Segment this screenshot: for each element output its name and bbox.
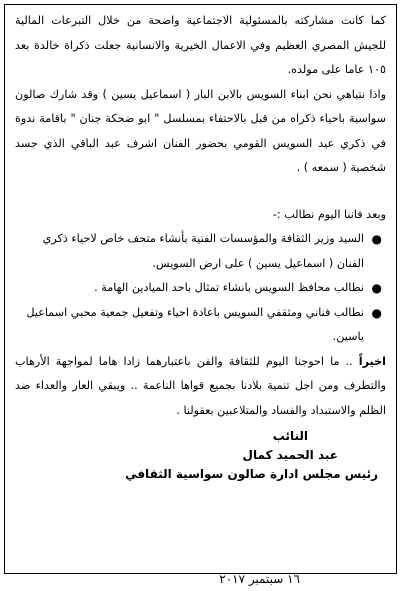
- finally-label: اخيراً: [359, 355, 386, 368]
- signature-position: رئيس مجلس ادارة صالون سواسية الثقافي: [15, 465, 386, 484]
- bullet-icon: ●: [372, 227, 382, 252]
- demands-list: [15, 227, 386, 350]
- demand-text: نطالب محافظ السويس بانشاء تمثال باحد الميادين الهامة .: [94, 281, 364, 294]
- signature-title: النائب: [15, 427, 386, 446]
- signature-name: عبد الحميد كمال: [15, 446, 386, 465]
- paragraph-finally: [15, 350, 386, 424]
- demand-item: [15, 227, 364, 276]
- document-date: ١٦ سبتمبر ٢٠١٧: [219, 567, 300, 591]
- document-page: [4, 4, 397, 574]
- signature-block: [15, 427, 386, 484]
- paragraph-contributions: كما كانت مشاركته بالمسئولية الاجتماعية واضحة من خلال التبرعات المالية للجيش المصري العظيم وفي الاعمال الخيرية والانسانية جعلت ذكراة خالدة بعد ١٠٥ عاما على مولده.: [15, 9, 386, 83]
- demand-item: [15, 276, 364, 301]
- bullet-icon: ●: [372, 301, 382, 326]
- spacer: [15, 181, 386, 203]
- demand-text: نطالب فناني ومثقفي السويس باعادة احياء وتفعيل جمعية محبي اسماعيل ياسين.: [26, 306, 364, 344]
- paragraph-pride: واذا نتباهي نحن ابناء السويس بالابن البار ( اسماعيل يسين ) وقد شارك صالون سواسية باحياء ذكراه من قبل بالاحتفاء بمسلسل " ابو ضحكة جنان " باقامة ندوة في ذكري عيد السويس القومي بحضور الفنان اشرف عبد الباقي الذي جسد شخصية ( سمعه ) .: [15, 83, 386, 181]
- demand-item: [15, 301, 364, 350]
- bullet-icon: ●: [372, 276, 382, 301]
- demand-text: السيد وزير الثقافة والمؤسسات الفنية بأنشاء متحف خاص لاحياء ذكري الفنان ( اسماعيل يسين ) على ارض السويس.: [43, 232, 364, 270]
- finally-text: .. ما احوجنا اليوم للثقافة والفن باعتبارهما زادا هاما لمواجهة الأرهاب والتطرف ومن اجل تنمية بلادنا بجميع قواها الناعمة .. ويبقي العار والعداء ضد الظلم والاستبداد والفساد والمتلاعبين بعقولنا .: [15, 355, 386, 417]
- demands-intro: وبعد فاننا اليوم نطالب :-: [15, 203, 386, 228]
